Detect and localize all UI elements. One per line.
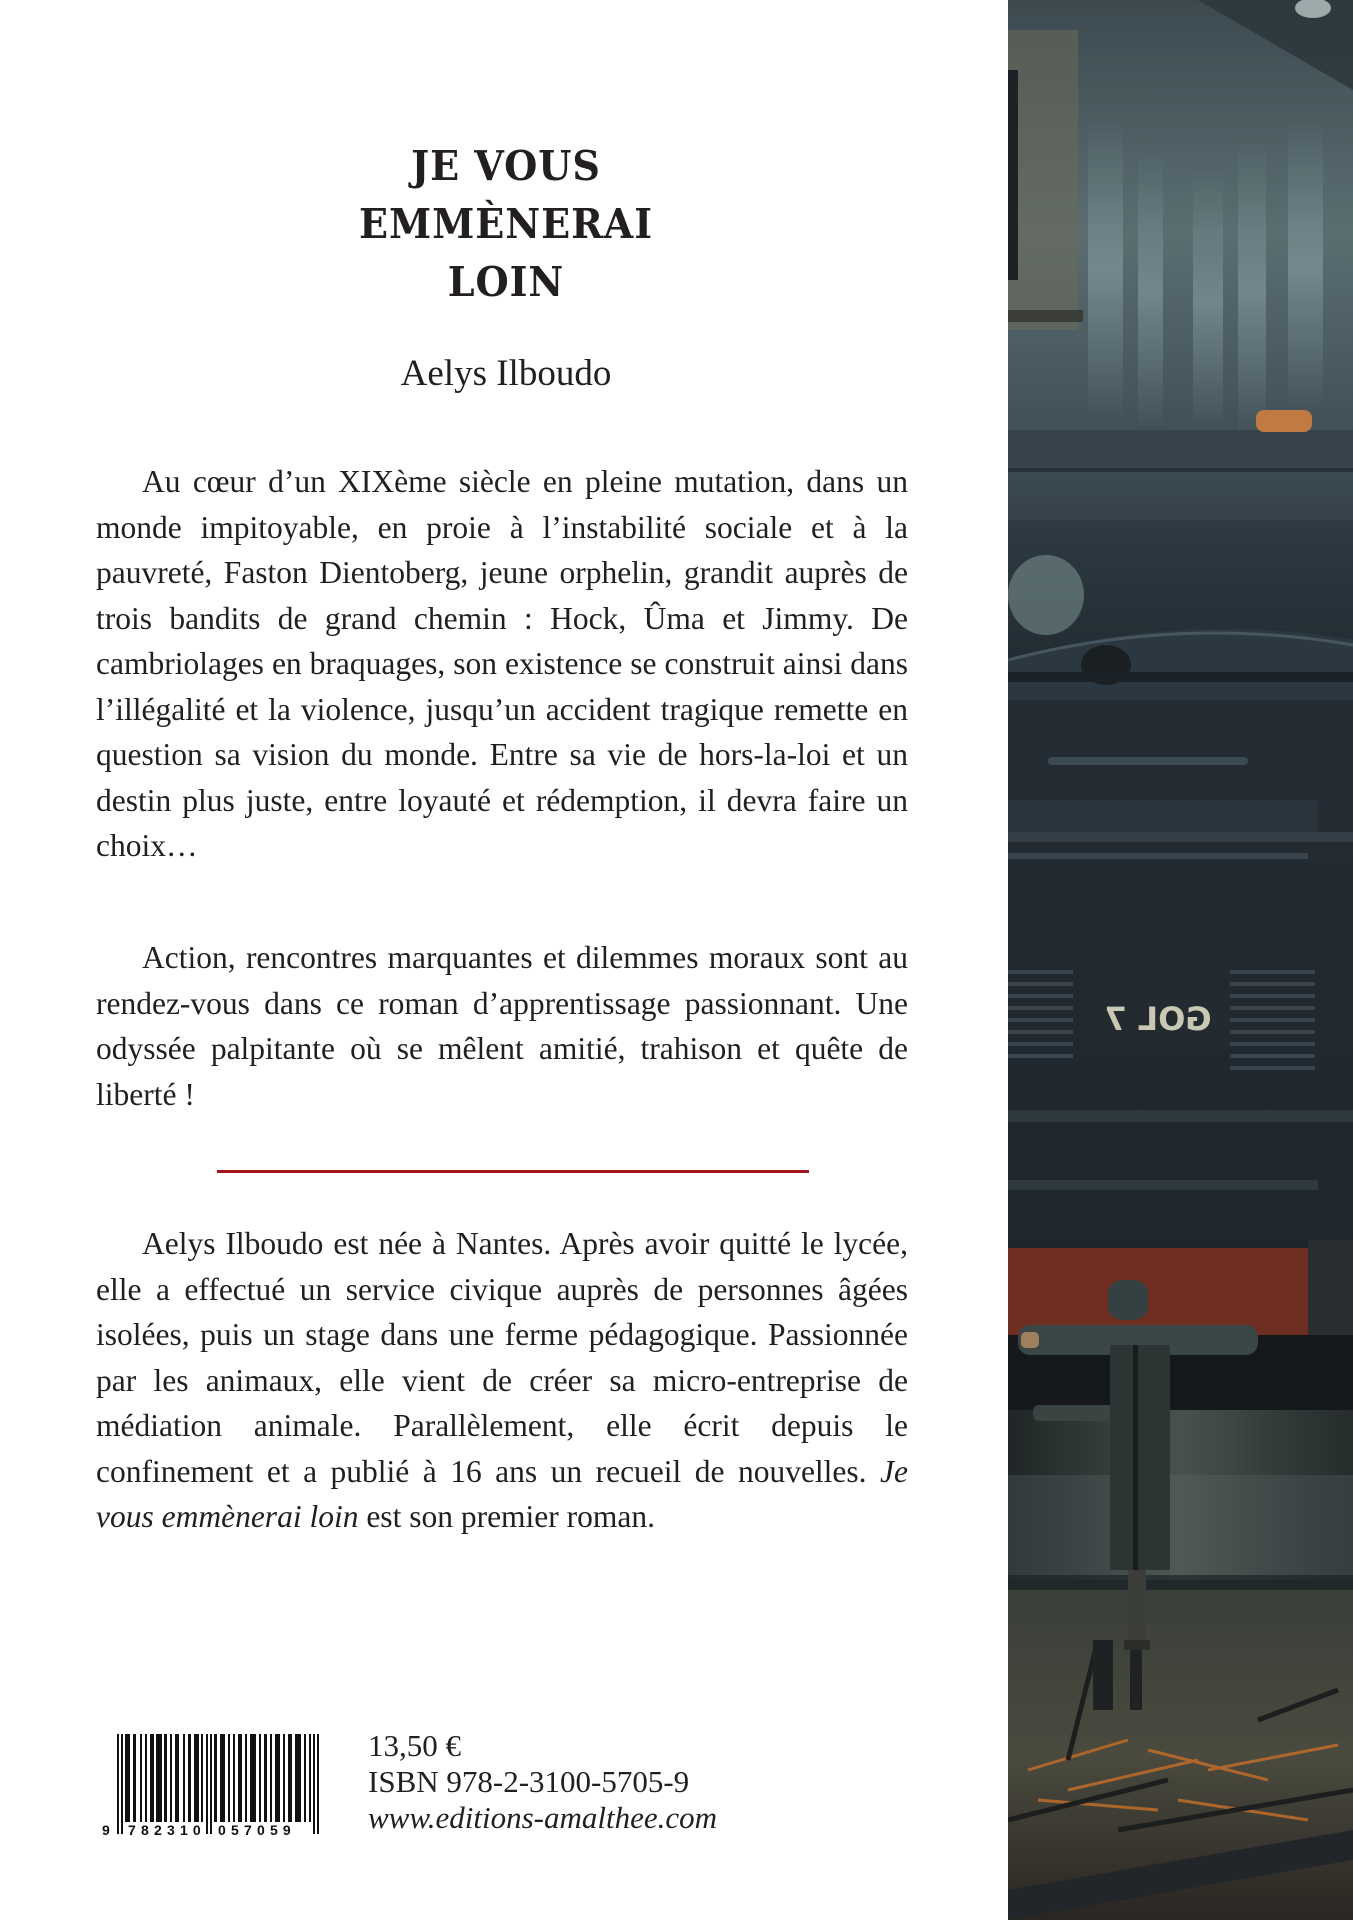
barcode-digits-left: 782310 [128, 1822, 206, 1838]
author-bio-text-end: est son premier roman. [358, 1499, 655, 1534]
author-bio [96, 1221, 908, 1540]
barcode-digit-lead: 9 [102, 1822, 110, 1838]
cover-photo-locomotive [1008, 0, 1353, 1920]
blurb-paragraph-2: Action, rencontres marquantes et dilemmes moraux sont au rendez-vous dans ce roman d’apprentissage passionnant. Une odyssée palpitante où se mêlent amitié, trahison et quête de liberté ! [96, 940, 908, 1112]
isbn-number: ISBN 978-2-3100-5705-9 [368, 1764, 690, 1799]
isbn-barcode [100, 1728, 335, 1838]
book-title [0, 137, 1012, 311]
barcode-digits-right: 057059 [218, 1822, 296, 1838]
blurb-paragraph-1: Au cœur d’un XIXème siècle en pleine mutation, dans un monde impitoyable, en proie à l’instabilité sociale et à la pauvreté, Faston Dientoberg, jeune orphelin, grandit auprès de trois bandits de grand chemin : Hock, Ûma et Jimmy. De cambriolages en braquages, son existence se construit ainsi dans l’illégalité et la violence, jusqu’un accident tragique remette en question sa vision du monde. Entre sa vie de hors-la-loi et un destin plus juste, entre loyauté et rédemption, il devra faire un choix… [96, 464, 908, 863]
red-divider [217, 1170, 809, 1173]
author-bio-text: Aelys Ilboudo est née à Nantes. Après avoir quitté le lycée, elle a effectué un service civique auprès de personnes âgées isolées, puis un stage dans une ferme pédagogique. Passionnée par les animaux, elle vient de créer sa micro-entreprise de médiation animale. Parallèlement, elle écrit depuis le confinement et a publié à 16 ans un recueil de nouvelles. [96, 1226, 908, 1489]
locomotive-plate-text: GOL 7 [1104, 1000, 1212, 1038]
price-isbn-block [368, 1728, 717, 1836]
book-title-line-2: EMMÈNERAI [359, 200, 653, 248]
price: 13,50 € [368, 1728, 461, 1763]
publisher-website: www.editions-amalthee.com [368, 1800, 717, 1835]
book-title-line-1: JE VOUS [411, 142, 601, 190]
author-name: Aelys Ilboudo [400, 353, 612, 394]
book-title-line-3: LOIN [447, 258, 565, 306]
author-bio-book-title: Je vous emmènerai loin [96, 1453, 908, 1534]
